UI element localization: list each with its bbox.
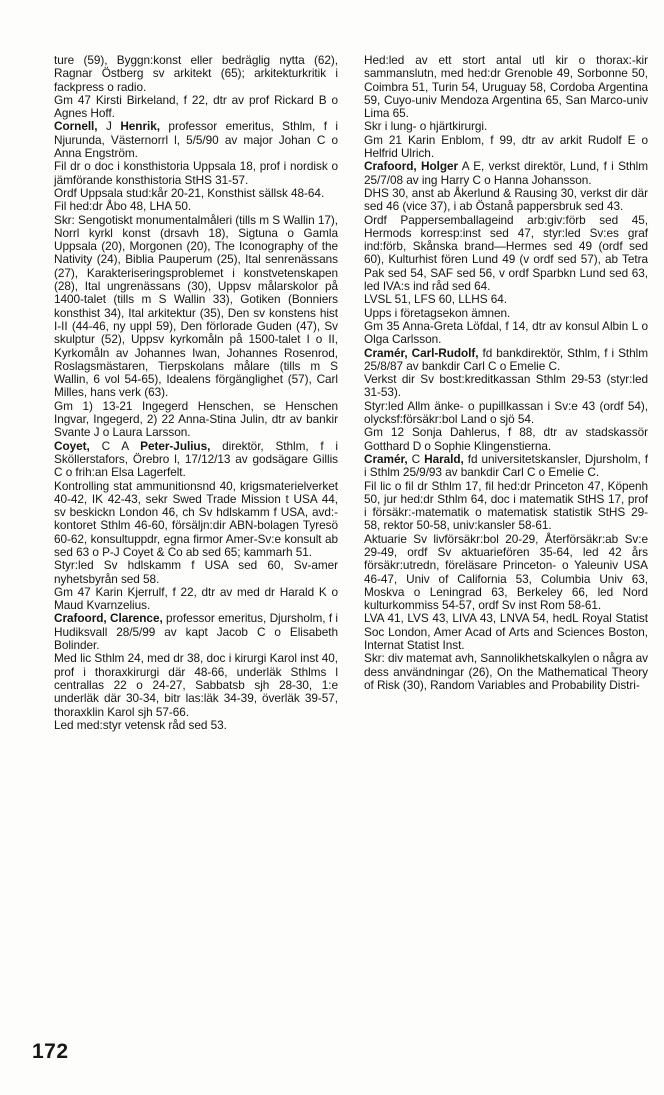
- entry-initials: C: [407, 451, 425, 466]
- entry-text: LVSL 51, LFS 60, LLHS 64.: [364, 292, 508, 307]
- entry-text: Fil lic o fil dr Sthlm 17, fil hed:dr Princeton 47, Köpenh 50, jur hed:dr Sthlm 64, doc i matematik StHS 17, prof i försäkr:-matematik o matematisk statistik StHS 29-58, rektor 50-58, univ:kansler 58-61.: [364, 478, 648, 533]
- entry-paragraph: [54, 586, 338, 613]
- entry-paragraph: [364, 307, 648, 320]
- entry-text: Ordf Uppsala stud:kår 20-21, Konsthist sällsk 48-64.: [54, 185, 325, 200]
- entry-given-name: Henrik,: [120, 119, 160, 134]
- entry-text: Gm 47 Kirsti Birkeland, f 22, dtr av prof Rickard B o Agnes Hoff.: [54, 92, 338, 121]
- entry-paragraph: [54, 94, 338, 121]
- entry-paragraph: [54, 559, 338, 586]
- entry-given-name: Carl-Rudolf,: [411, 345, 479, 360]
- entry-paragraph: [364, 652, 648, 692]
- entry-paragraph: [54, 200, 338, 213]
- entry-heading-paragraph: [364, 160, 648, 187]
- entry-heading-paragraph: [54, 120, 338, 160]
- entry-text: direktör, Sthlm, f i Sköllerstafors, Örebro l, 17/12/13 av godsägare Gillis C o frih:an Elsa Lagerfelt.: [54, 438, 338, 480]
- entry-given-name: Harald,: [424, 451, 464, 466]
- entry-given-name: Peter-Julius,: [140, 438, 211, 453]
- entry-heading-paragraph: [364, 453, 648, 480]
- entry-paragraph: [364, 293, 648, 306]
- entry-text: A E, verkst direktör, Lund, f i Sthlm 25/7/08 av ing Harry C o Hanna Johansson.: [364, 159, 648, 187]
- entry-paragraph: [364, 400, 648, 427]
- entry-paragraph: [364, 373, 648, 400]
- entry-surname: Cramér,: [364, 451, 408, 466]
- entry-text: ture (59), Byggn:konst eller bedräglig nytta (62), Ragnar Östberg sv arkitekt (65); arkitekturkritik i fackpress o radio.: [54, 53, 338, 94]
- entry-surname: Cornell,: [54, 119, 98, 134]
- entry-text: Gm 1) 13-21 Ingegerd Henschen, se Henschen Ingvar, Ingegerd, 2) 22 Anna-Stina Julin, dtr av bankir Svante J o Laura Larsson.: [54, 398, 338, 440]
- entry-text: Upps i företagsekon ämnen.: [364, 305, 511, 320]
- entry-paragraph: [54, 480, 338, 560]
- entry-text: Verkst dir Sv bost:kreditkassan Sthlm 29-53 (styr:led 31-53).: [364, 372, 648, 400]
- entry-text: Gm 35 Anna-Greta Löfdal, f 14, dtr av konsul Albin L o Olga Carlsson.: [364, 318, 648, 347]
- entry-paragraph: [54, 214, 338, 400]
- entry-surname: Crafoord,: [54, 611, 107, 626]
- entry-text: Ordf Pappersemballageind arb:giv:förb sed 45, Hermods korresp:inst sed 47, styr:led Sv:es graf ind:förb, Skånska brand—Hermes sed 49 (ordf sed 60), Kulturhist fören Lund 49 (v ordf sed 57), ab Tetra Pak sed 54, SAF sed 56, v ordf Sparbkn Lund sed 63, led IVA:s ind råd sed 64.: [364, 212, 648, 294]
- entry-paragraph: [364, 612, 648, 652]
- entry-text: DHS 30, anst ab Åkerlund & Rausing 30, verkst dir där sed 46 (vice 37), i ab Östanå pappersbruk sed 43.: [364, 185, 648, 214]
- entry-paragraph: [54, 160, 338, 187]
- entry-text: Aktuarie Sv livförsäkr:bol 20-29, Återförsäkr:ab Sv:e 29-49, ordf Sv aktuariefören 35-64, led 42 års försäkr:utredn, föreläsare Princeton- o Yaleuniv USA 46-47, Univ of California 53, Columbia Univ 63, Moskva o Leningrad 63, Berkeley 66, led Nord kulturkommiss 54-57, ordf Sv inst Rom 58-61.: [364, 531, 648, 613]
- entry-text: Fil dr o doc i konsthistoria Uppsala 18, prof i nordisk o jämförande konsthistoria StHS 31-57.: [54, 159, 338, 187]
- entry-heading-paragraph: [364, 347, 648, 374]
- entry-heading-paragraph: [54, 612, 338, 652]
- entry-paragraph: [364, 533, 648, 613]
- entry-text: LVA 41, LVS 43, LIVA 43, LNVA 54, hedL Royal Statist Soc London, Amer Acad of Arts and Sciences Boston, Internat Statist Inst.: [364, 611, 648, 653]
- entry-text: Kontrolling stat ammunitionsnd 40, krigsmaterielverket 40-42, IK 42-43, sekr Swed Trade Mission t USA 44, sv beskickn London 46, ch Sv hdlskamm f USA, avd:-kontoret Sthlm 46-60, försäljn:dir ABN-bolagen Tyresö 60-62, konsultuppdr, egna firmor Amer-Sv:e konsult ab sed 63 o P-J Coyet & Co ab sed 65; kammarh 51.: [54, 478, 338, 559]
- entry-text: Gm 47 Karin Kjerrulf, f 22, dtr av med dr Harald K o Maud Kvarnzelius.: [54, 584, 338, 613]
- entry-paragraph: [54, 187, 338, 200]
- entry-paragraph: [364, 54, 648, 120]
- entry-paragraph: [364, 214, 648, 294]
- entry-text: Hed:led av ett stort antal utl kir o thorax:-kir sammanslutn, med hed:dr Grenoble 49, Sorbonne 50, Coimbra 51, Turin 54, Uruguay 58, Cordoba Argentina 59, Cuyo-univ Mendoza Argentina 65, San Marco-univ Lima 65.: [364, 53, 648, 121]
- entry-text: Gm 12 Sonja Dahlerus, f 88, dtr av stadskassör Gotthard D o Sophie Klingenstierna.: [364, 425, 648, 453]
- entry-text: Led med:styr vetensk råd sed 53.: [54, 717, 227, 732]
- entry-text: professor emeritus, Djursholm, f i Hudiksvall 28/5/99 av kapt Jacob C o Elisabeth Bolinder.: [54, 611, 338, 653]
- entry-text: Skr: div matemat avh, Sannolikhetskalkylen o några av dess användningar (26), On the Mathematical Theory of Risk (30), Random Variables and Probability Distri-: [364, 651, 648, 692]
- entry-heading-paragraph: [54, 440, 338, 480]
- right-column: [364, 54, 648, 692]
- entry-paragraph: [364, 480, 648, 533]
- entry-text: Styr:led Allm änke- o pupillkassan i Sv:e 43 (ordf 54), olycksf:försäkr:bol Land o sjö 54.: [364, 398, 648, 427]
- left-column: [54, 54, 338, 732]
- entry-paragraph: [364, 320, 648, 347]
- entry-paragraph: [364, 426, 648, 453]
- entry-text: professor emeritus, Sthlm, f i Njurunda, Västernorrl l, 5/5/90 av major Johan C o Anna Engström.: [54, 119, 338, 161]
- entry-surname: Coyet,: [54, 438, 90, 453]
- entry-initials: J: [97, 119, 121, 134]
- entry-paragraph: [364, 134, 648, 161]
- entry-given-name: Holger: [420, 159, 459, 174]
- entry-text: fd bankdirektör, Sthlm, f i Sthlm 25/8/87 av bankdir Carl C o Emelie C.: [364, 345, 648, 373]
- entry-surname: Cramér,: [364, 345, 408, 360]
- entry-text: fd universitetskansler, Djursholm, f i Sthlm 25/9/93 av bankdir Carl C o Emelie C.: [364, 451, 648, 480]
- entry-text: Fil hed:dr Åbo 48, LHA 50.: [54, 199, 192, 214]
- entry-initials: C A: [89, 438, 141, 453]
- entry-paragraph: [54, 54, 338, 94]
- entry-given-name: Clarence,: [110, 611, 163, 626]
- entry-text: Styr:led Sv hdlskamm f USA sed 60, Sv-amer nyhetsbyrån sed 58.: [54, 558, 338, 586]
- entry-paragraph: [54, 652, 338, 718]
- entry-text: Skr: Sengotiskt monumentalmåleri (tills m S Wallin 17), Norrl kyrkl konst (drsavh 18), Sigtuna o Gamla Uppsala (20), Morgonen (20), The Iconography of the Nativity (24), Biblia Pauperum (25), Ital senrenässans (27), Karakteriseringsproblemet i konstvetenskapen (28), Ital ungrenässans (30), Uppsv målarskolor på 1400-talet (tills m S Wallin 33), Gotiken (Bonniers konsthist 34), Ital arkitektur (35), Den sv konstens hist I-II (44-46, ny uppl 59), Den förlorade Guden (47), Sv skulptur (52), Uppsv kyrkomåln på 1500-talet I o II, Kyrkomåln av Johannes Iwan, Johannes Rosenrod, Roslagsmästaren, Tierpskolans målare (tills m S Wallin, 6 vol 54-65), Idealens förgänglighet (57), Carl Milles, hans verk (63).: [54, 212, 338, 400]
- entry-text: Gm 21 Karin Enblom, f 99, dtr av arkit Rudolf E o Helfrid Ulrich.: [364, 132, 648, 161]
- entry-paragraph: [54, 400, 338, 440]
- entry-paragraph: [364, 120, 648, 133]
- entry-text: Med lic Sthlm 24, med dr 38, doc i kirurgi Karol inst 40, prof i thoraxkirurgi där 48-66, underläk Sthlms l centrallas 22 o 24-27, Sabbatsb sjh 28-30, 1:e underläk där 30-34, bitr las:läk 34-39, överläk 39-57, thoraxklin Karol sjh 57-66.: [54, 651, 338, 719]
- entry-surname: Crafoord,: [364, 159, 417, 174]
- entry-text: Skr i lung- o hjärtkirurgi.: [364, 119, 488, 134]
- entry-paragraph: [54, 719, 338, 732]
- page-number: 172: [32, 1040, 69, 1063]
- entry-paragraph: [364, 187, 648, 214]
